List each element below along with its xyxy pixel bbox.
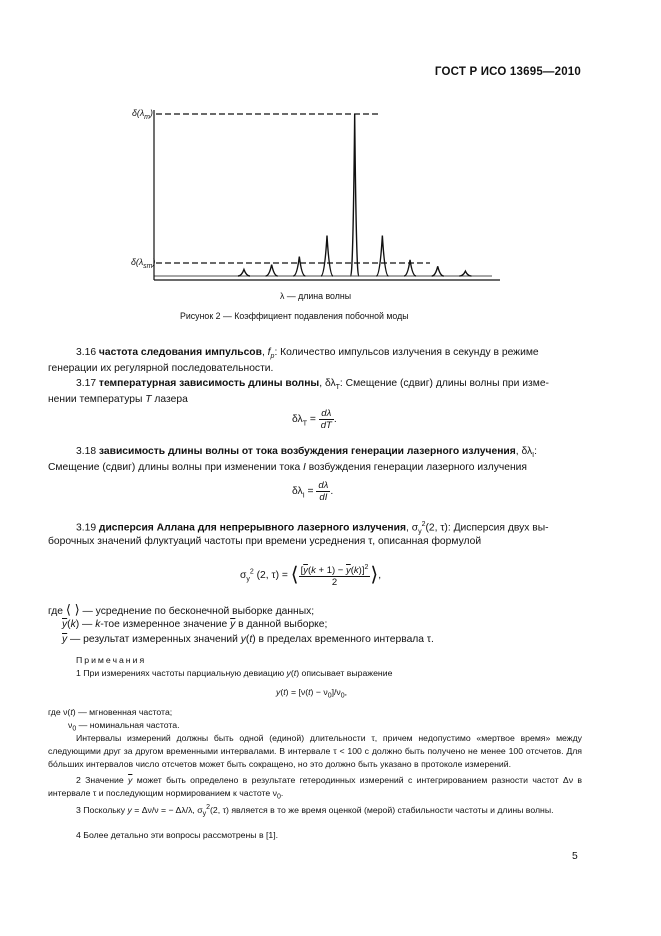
section-3-18-cont: Смещение (сдвиг) длины волны при изменении тока I возбуждения генерации лазерного излучения <box>48 462 527 473</box>
section-3-16: 3.16 частота следования импульсов, $f_p$: Количество импульсов излучения в секунду в режиме <box>76 347 539 361</box>
note-1-paragraph: Интервалы измерений должны быть одной (единой) длительности τ, причем недопустимо «мертвое время» между следующими друг за другом временными интервалами. В интервале τ < 100 с должно быть получено не менее 100 отсчетов. Для бо́льших интервалов число отсчетов может быть сокращено, но это должно быть указано в протоколе измерений. <box>48 733 582 769</box>
notes-title: Примечания <box>76 655 147 665</box>
spectrum-peak-6 <box>404 260 416 276</box>
formula-3-17: $\delta\lambda_T$ = $\frac{d\lambda}{dT}$ . <box>292 408 337 431</box>
formula-3-19: $\sigma_y^2$ (2, τ) = ⟨ $\frac{[\overline{y}(k + 1) - \overline{y}(k)]^2}{2}$ ⟩, <box>240 564 382 589</box>
spectrum-peak-3 <box>321 236 333 277</box>
spectrum-peaks <box>238 114 471 276</box>
where-line-2: $\overline{y}(k)$ — k-тое измеренное значение $\overline{y}$ в данной выборке; <box>62 619 328 630</box>
x-axis-label: λ — длина волны <box>280 291 352 301</box>
spectrum-peak-1 <box>266 265 278 276</box>
where-line-1: где ⟨ ⟩ — усреднение по бесконечной выборке данных; <box>48 602 315 617</box>
spectrum-figure <box>120 100 510 285</box>
section-3-17-cont: нении температуры T лазера <box>48 394 188 405</box>
spectrum-peak-0 <box>238 270 250 276</box>
formula-3-18: $\delta\lambda_I$ = $\frac{d\lambda}{dI}$ . <box>292 480 334 503</box>
y-low-label: $\delta(\lambda_{sm})$ <box>131 257 156 270</box>
spectrum-peak-7 <box>432 266 444 276</box>
note-2: 2 Значение $\overline{y}$ может быть определено в результате гетеродинных измерений с интегрированием разности частот Δν в интервале τ и последующим нормированием к частоте $\nu_0$. <box>48 775 582 801</box>
note-1: 1 При измерениях частоты парциальную девиацию y(t) описывает выражение <box>76 668 393 678</box>
document-header: ГОСТ Р ИСО 13695—2010 <box>434 66 581 78</box>
section-3-18: 3.18 зависимость длины волны от тока возбуждения генерации лазерного излучения, $\delta\lambda_I$: <box>76 446 537 460</box>
note-4: 4 Более детально эти вопросы рассмотрены в [1]. <box>76 830 279 840</box>
section-3-17: 3.17 температурная зависимость длины волны, $\delta\lambda_T$: Смещение (сдвиг) длины волны при изме- <box>76 378 549 392</box>
note-1-where-1: где ν(t) — мгновенная частота; <box>48 707 173 717</box>
spectrum-peak-4 <box>351 114 359 276</box>
figure-caption: Рисунок 2 — Коэффициент подавления побочной моды <box>180 311 409 321</box>
page-number: 5 <box>572 851 578 862</box>
note-1-where-2: $\nu_0$ — номинальная частота. <box>68 720 180 733</box>
spectrum-peak-5 <box>376 236 388 277</box>
note-3: 3 Поскольку y = Δν/ν = − Δλ/λ, $\sigma_y^2(2$, τ) является в то же время оценкой (мерой) стабильности частоты и длины волны. <box>76 804 554 818</box>
spectrum-peak-8 <box>459 271 471 276</box>
where-line-3: $\overline{y}$ — результат измеренных значений y(t) в пределах временного интервала τ. <box>62 634 434 645</box>
y-high-label: $\delta(\lambda_m)$ <box>132 108 153 121</box>
spectrum-peak-2 <box>293 257 305 276</box>
note-1-formula: $y(t) = [\nu(t) - \nu_0]/\nu_0$, <box>276 687 348 700</box>
section-3-16-cont: генерации их регулярной последовательности. <box>48 363 274 374</box>
section-3-19-cont: борочных значений флуктуаций частоты при времени усреднения τ, описанная формулой <box>48 536 482 547</box>
section-3-19: 3.19 дисперсия Аллана для непрерывного лазерного излучения, $\sigma_y^2(2$, τ): Дисперсия двух вы- <box>76 521 549 536</box>
